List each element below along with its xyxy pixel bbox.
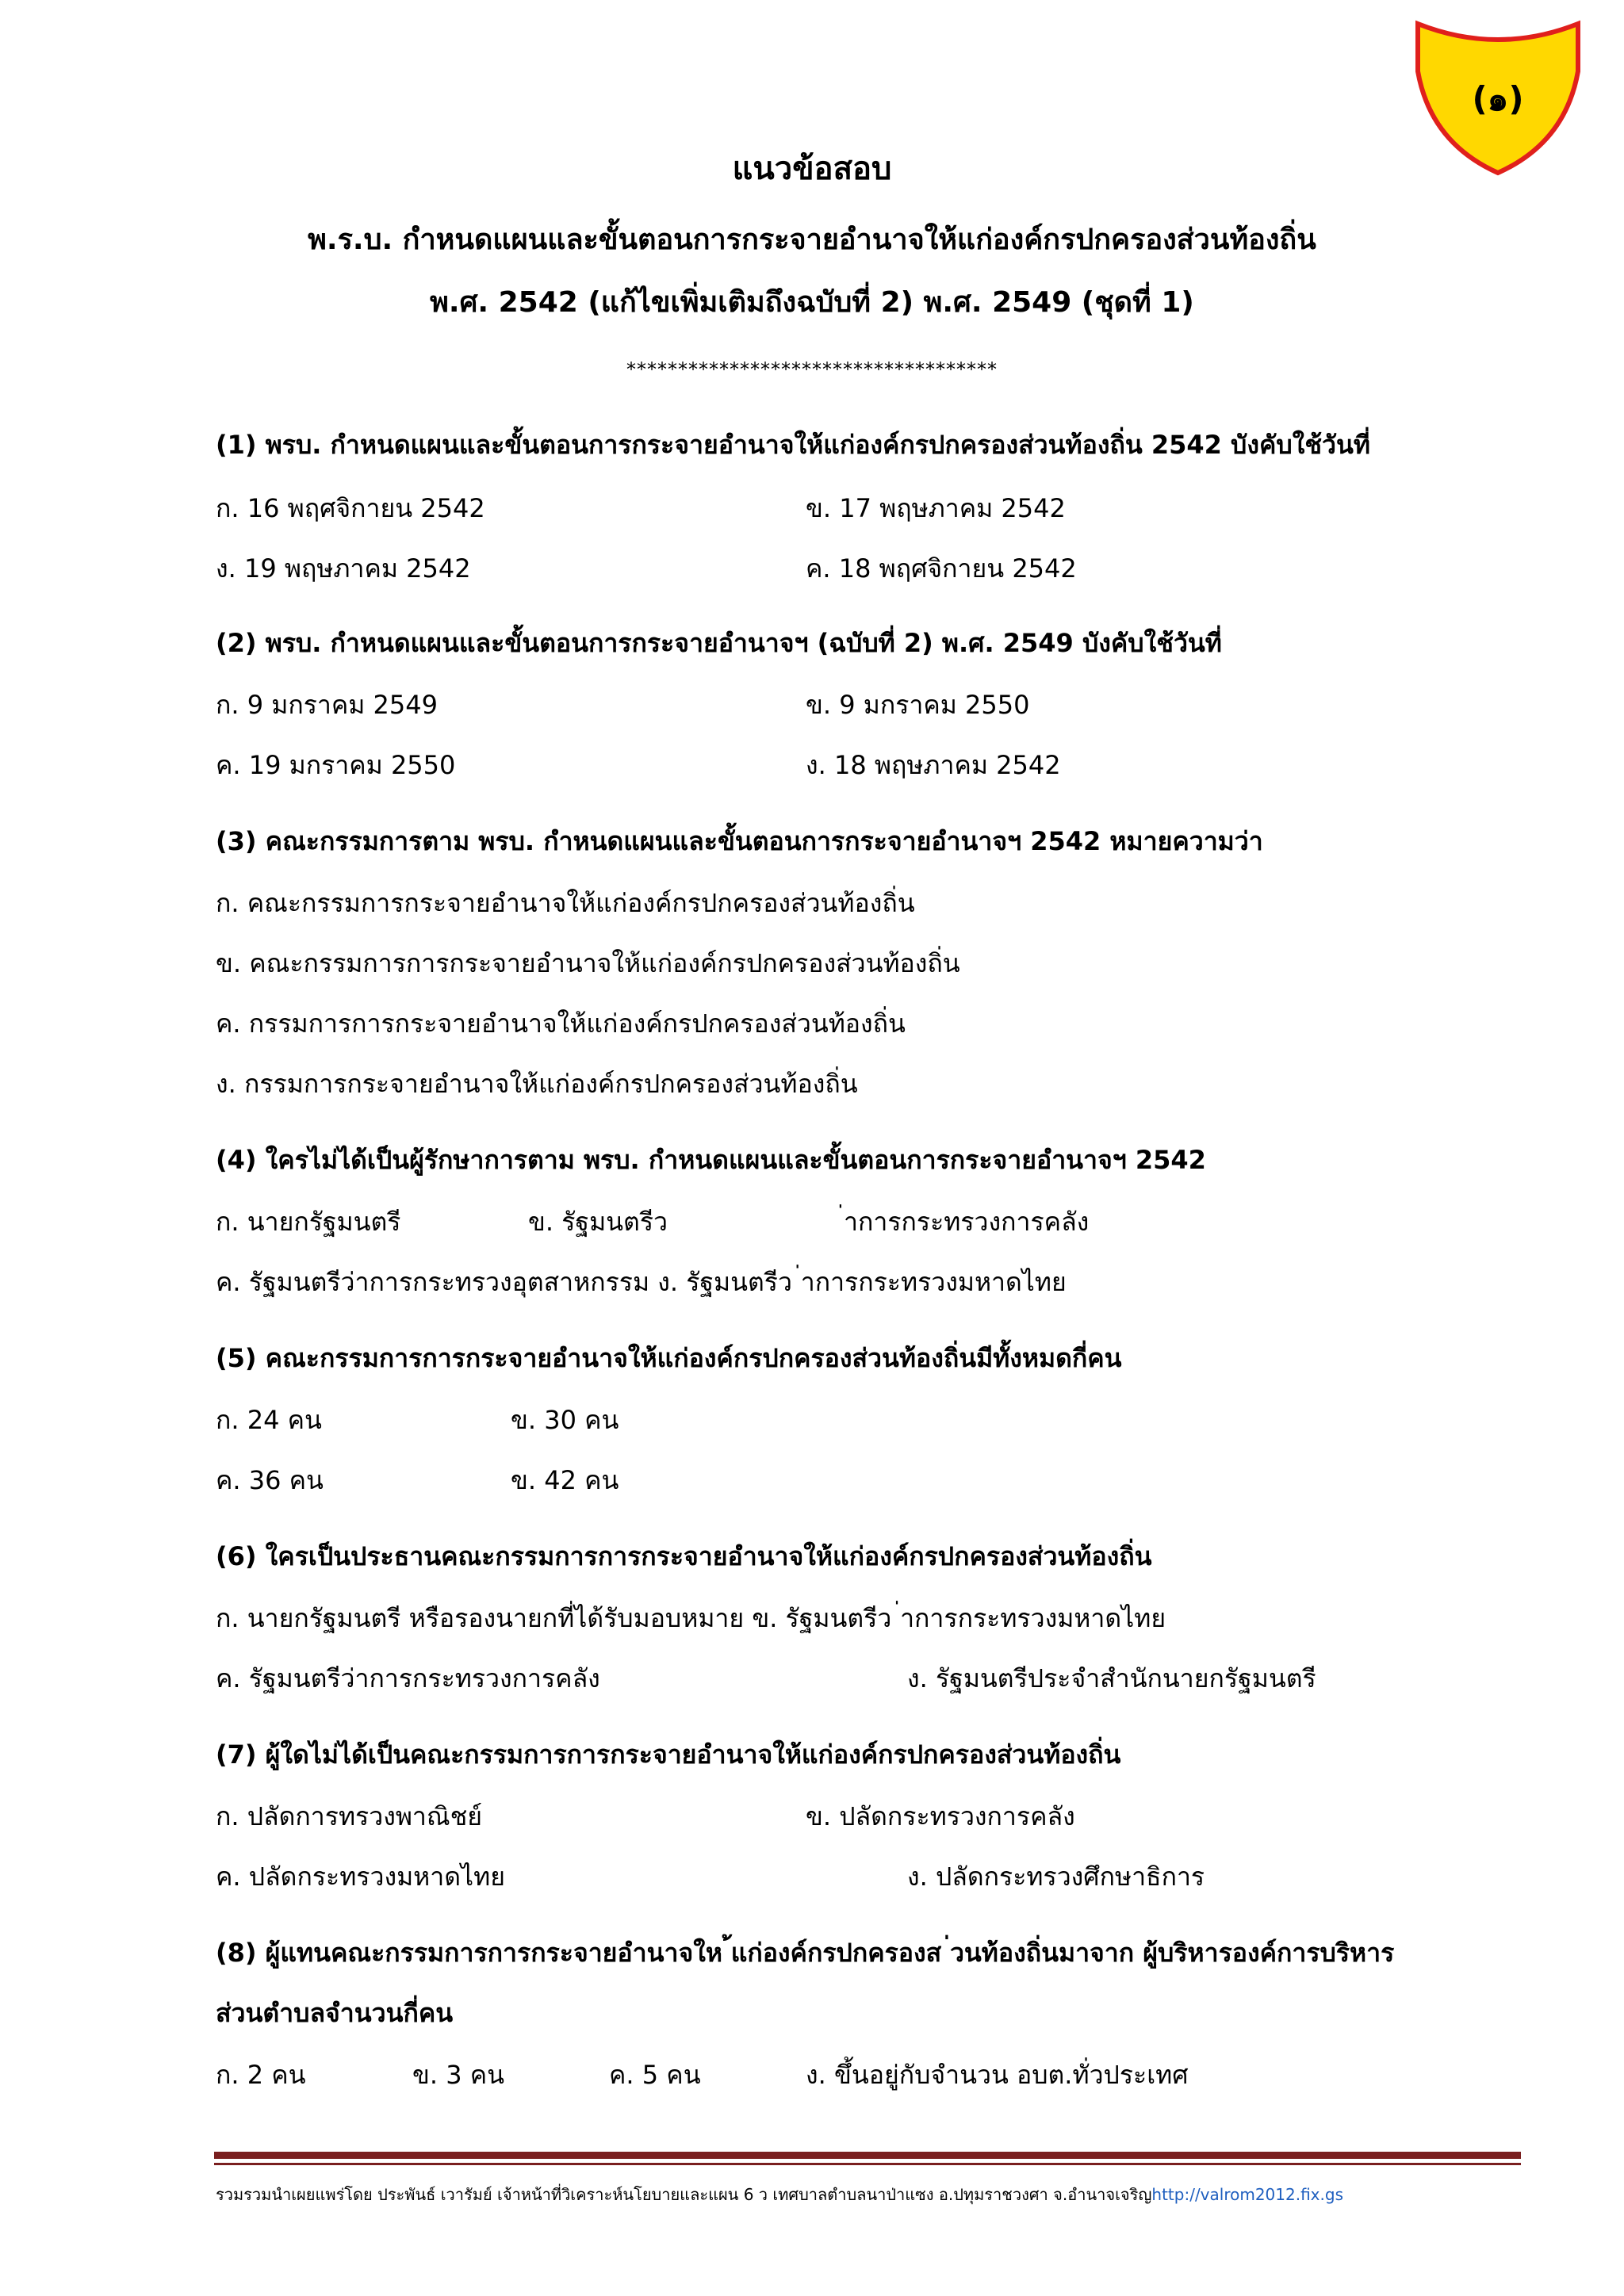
question-6: (6) ใครเป็นประธานคณะกรรมการการกระจายอำนาจให้แก่องค์กรปกครองส่วนท้องถิ่น bbox=[216, 1541, 1152, 1571]
question-3-option-a: ก. คณะกรรมการกระจายอำนาจให้แก่องค์กรปกครองส่วนท้องถิ่น bbox=[216, 888, 915, 918]
footer-credit-text: รวมรวมนำเผยแพร่โดย ประพันธ์ เวารัมย์ เจ้าหน้าที่วิเคราะห์นโยบายและแผน 6 ว เทศบาลตำบลนาป่าแซง อ.ปทุมราชวงศา จ.อำนาจเจริญ bbox=[216, 2185, 1152, 2204]
question-7-option-c: ค. ปลัดกระทรวงมหาดไทย bbox=[216, 1862, 505, 1892]
question-8-line1: (8) ผู้แทนคณะกรรมการการกระจายอำนาจให ้แก่องค์กรปกครองส ่วนท้องถิ่นมาจาก ผู้บริหารองค์การบริหาร bbox=[216, 1938, 1395, 1968]
page-subtitle-line2: พ.ศ. 2542 (แก้ไขเพิ่มเติมถึงฉบับที่ 2) พ.ศ. 2549 (ชุดที่ 1) bbox=[430, 286, 1194, 319]
question-1-option-b: ข. 17 พฤษภาคม 2542 bbox=[806, 493, 1066, 523]
question-4-option-a: ก. นายกรัฐมนตรี bbox=[216, 1207, 401, 1237]
question-7-option-d: ง. ปลัดกระทรวงศึกษาธิการ bbox=[907, 1862, 1205, 1892]
question-7: (7) ผู้ใดไม่ได้เป็นคณะกรรมการการกระจายอำนาจให้แก่องค์กรปกครองส่วนท้องถิ่น bbox=[216, 1739, 1121, 1770]
question-5-option-c: ค. 36 คน bbox=[216, 1465, 324, 1495]
question-8-option-b: ข. 3 คน bbox=[412, 2060, 505, 2090]
question-7-option-b: ข. ปลัดกระทรวงการคลัง bbox=[806, 1801, 1075, 1831]
footer-url-link[interactable]: http://valrom2012.fix.gs bbox=[1151, 2185, 1343, 2204]
question-2-option-c: ค. 19 มกราคม 2550 bbox=[216, 750, 456, 780]
question-4-option-b: ข. รัฐมนตรีว bbox=[528, 1207, 668, 1237]
question-8-option-a: ก. 2 คน bbox=[216, 2060, 306, 2090]
page-subtitle-line1: พ.ร.บ. กำหนดแผนและขั้นตอนการกระจายอำนาจให้แก่องค์กรปกครองส่วนท้องถิ่น bbox=[308, 224, 1316, 256]
page-title: แนวข้อสอบ bbox=[732, 151, 892, 187]
question-5-option-b: ข. 30 คน bbox=[511, 1405, 619, 1435]
separator: ************************************ bbox=[626, 358, 998, 381]
footer-rule-thin bbox=[214, 2163, 1521, 2165]
question-1: (1) พรบ. กำหนดแผนและขั้นตอนการกระจายอำนาจให้แก่องค์กรปกครองส่วนท้องถิ่น 2542 บังคับใช้วันที่ bbox=[216, 430, 1370, 460]
question-6-options-a-b: ก. นายกรัฐมนตรี หรือรองนายกที่ได้รับมอบหมาย ข. รัฐมนตรีว ่าการกระทรวงมหาดไทย bbox=[216, 1603, 1166, 1633]
question-1-option-a: ก. 16 พฤศจิกายน 2542 bbox=[216, 493, 485, 523]
question-5: (5) คณะกรรมการการกระจายอำนาจให้แก่องค์กรปกครองส่วนท้องถิ่นมีทั้งหมดกี่คน bbox=[216, 1343, 1122, 1373]
question-8-option-c: ค. 5 คน bbox=[609, 2060, 701, 2090]
question-6-option-d: ง. รัฐมนตรีประจำสำนักนายกรัฐมนตรี bbox=[907, 1663, 1316, 1693]
question-8-option-d: ง. ขึ้นอยู่กับจำนวน อบต.ทั่วประเทศ bbox=[806, 2060, 1189, 2090]
footer-rule-thick bbox=[214, 2152, 1521, 2159]
question-1-option-c: ค. 18 พฤศจิกายน 2542 bbox=[806, 553, 1077, 584]
footer-credit bbox=[216, 2182, 1343, 2207]
question-3: (3) คณะกรรมการตาม พรบ. กำหนดแผนและขั้นตอนการกระจายอำนาจฯ 2542 หมายความว่า bbox=[216, 826, 1263, 856]
question-2-option-a: ก. 9 มกราคม 2549 bbox=[216, 690, 438, 720]
question-1-option-d: ง. 19 พฤษภาคม 2542 bbox=[216, 553, 471, 584]
question-6-option-c: ค. รัฐมนตรีว่าการกระทรวงการคลัง bbox=[216, 1663, 600, 1693]
question-5-option-a: ก. 24 คน bbox=[216, 1405, 322, 1435]
question-5-option-d: ข. 42 คน bbox=[511, 1465, 619, 1495]
question-4: (4) ใครไม่ได้เป็นผู้รักษาการตาม พรบ. กำหนดแผนและขั้นตอนการกระจายอำนาจฯ 2542 bbox=[216, 1145, 1206, 1175]
question-2-option-d: ง. 18 พฤษภาคม 2542 bbox=[806, 750, 1061, 780]
question-8-line2: ส่วนตำบลจำนวนกี่คน bbox=[216, 1998, 454, 2028]
question-2: (2) พรบ. กำหนดแผนและขั้นตอนการกระจายอำนาจฯ (ฉบับที่ 2) พ.ศ. 2549 บังคับใช้วันที่ bbox=[216, 628, 1222, 658]
question-3-option-c: ค. กรรมการการกระจายอำนาจให้แก่องค์กรปกครองส่วนท้องถิ่น bbox=[216, 1008, 906, 1039]
question-7-option-a: ก. ปลัดการทรวงพาณิชย์ bbox=[216, 1801, 483, 1831]
question-3-option-d: ง. กรรมการกระจายอำนาจให้แก่องค์กรปกครองส่วนท้องถิ่น bbox=[216, 1069, 858, 1099]
question-4-option-b-continued: ่าการกระทรวงการคลัง bbox=[844, 1207, 1090, 1237]
question-3-option-b: ข. คณะกรรมการการกระจายอำนาจให้แก่องค์กรปกครองส่วนท้องถิ่น bbox=[216, 948, 960, 978]
page-number: (๑) bbox=[1472, 79, 1524, 118]
question-4-options-c-d: ค. รัฐมนตรีว่าการกระทรวงอุตสาหกรรม ง. รัฐมนตรีว ่าการกระทรวงมหาดไทย bbox=[216, 1267, 1067, 1297]
question-2-option-b: ข. 9 มกราคม 2550 bbox=[806, 690, 1030, 720]
